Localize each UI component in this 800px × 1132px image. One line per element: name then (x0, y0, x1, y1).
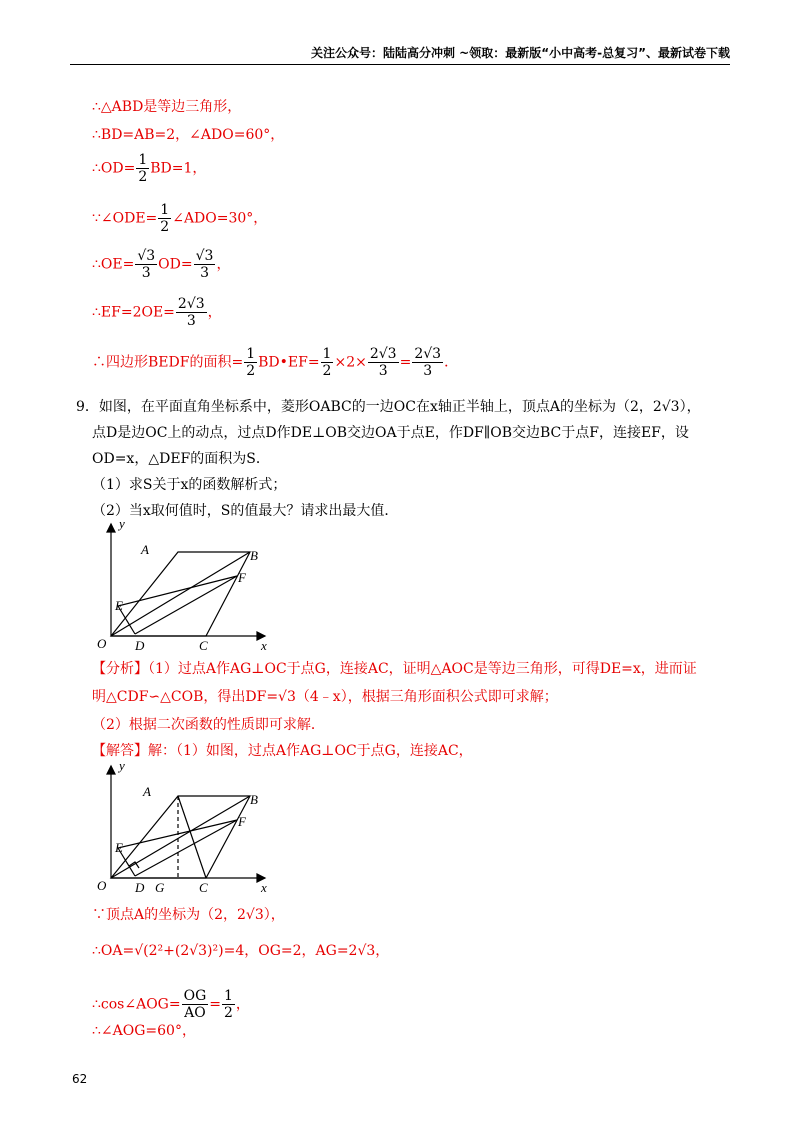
figure-2 (85, 758, 285, 900)
fraction-den: 3 (186, 313, 196, 329)
solution-line-7 (92, 346, 458, 379)
fraction-den: 3 (141, 265, 151, 281)
fraction-half (321, 346, 334, 379)
fraction-half (158, 202, 171, 235)
text-bd-ef: BD•EF= (258, 354, 320, 371)
label-d: D (135, 880, 145, 895)
text-oe-eq: ∴OE= (92, 256, 135, 273)
diagonal-ob (111, 796, 250, 878)
page-number: 62 (72, 1072, 88, 1086)
text-od-eq: ∴OD= (92, 160, 136, 177)
figure-1 (85, 516, 285, 656)
analysis-line-1: 【分析】（1）过点A作AG⊥OC于点G，连接AC，证明△AOC是等边三角形，可得DE=x，进而证 (92, 661, 697, 677)
answer-line-2: ∵顶点A的坐标为（2，2√3）， (92, 907, 285, 923)
fraction-half (136, 152, 149, 185)
fraction-num: 2√3 (369, 346, 397, 362)
label-e: E (115, 598, 123, 613)
question-2: （2）当x取何值时，S的值最大？请求出最大值． (92, 503, 399, 519)
text-ado-eq: ∠ADO=30°， (172, 210, 268, 227)
fraction-num: √3 (137, 248, 156, 264)
fraction-den: 2 (224, 1005, 233, 1021)
label-y: y (119, 758, 125, 773)
segment-ac (178, 796, 206, 878)
label-f: F (238, 570, 246, 585)
answer-line-3: ∴OA=√(2²+(2√3)²)=4，OG=2，AG=2√3， (92, 943, 390, 959)
label-c: C (199, 880, 208, 895)
text-comma: ， (216, 256, 231, 273)
problem-line-2: 点D是边OC上的动点，过点D作DE⊥OB交边OA于点E，作DF∥OB交边BC于点F，连接EF，设 (92, 425, 689, 441)
problem-line-3: OD=x，△DEF的面积为S． (92, 451, 270, 467)
diagonal-ob (111, 552, 250, 636)
y-axis-arrow (107, 766, 115, 774)
label-f: F (238, 814, 246, 829)
fraction-sqrt3-3 (194, 248, 216, 281)
fraction-num: √3 (195, 248, 214, 264)
label-o: O (97, 878, 107, 893)
fraction-num: 1 (160, 202, 170, 218)
fraction-num: OG (183, 988, 207, 1004)
text-equals: = (209, 996, 221, 1013)
fraction-den: 2 (246, 363, 256, 379)
label-e: E (115, 840, 123, 855)
page-header: 关注公众号：陆陆高分冲刺 ~领取：最新版“小中高考-总复习”、最新试卷下载 (311, 46, 730, 60)
solution-line-6 (92, 296, 222, 329)
label-c: C (199, 638, 208, 653)
solution-line-4 (92, 202, 267, 235)
text-equals: = (399, 354, 412, 371)
fraction-num: 2√3 (177, 296, 205, 312)
label-o: O (97, 636, 107, 651)
label-y: y (119, 516, 125, 531)
text-ode-eq: ∵∠ODE= (92, 210, 158, 227)
label-b: B (250, 548, 258, 563)
label-x: x (261, 638, 267, 653)
fraction-og-ao (182, 988, 209, 1021)
text-area-eq: ∴四边形BEDF的面积= (92, 354, 244, 371)
text-od: OD= (158, 256, 193, 273)
fraction-sqrt3-3 (135, 248, 157, 281)
solution-line-2: ∴BD=AB=2，∠ADO=60°， (92, 127, 285, 143)
label-g: G (155, 880, 165, 895)
fraction-den: 2 (160, 219, 170, 235)
solution-line-1: ∴△ABD是等边三角形， (92, 99, 242, 115)
fraction-den: 3 (423, 363, 433, 379)
text-bd-eq: BD=1， (150, 160, 207, 177)
label-x: x (261, 880, 267, 895)
fraction-num: 1 (138, 152, 148, 168)
text-cos-aog: ∴cos∠AOG= (92, 996, 181, 1013)
text-comma: ， (207, 304, 222, 321)
text-period: ． (444, 354, 459, 371)
answer-line-1: 【解答】解：（1）如图，过点A作AG⊥OC于点G，连接AC， (92, 743, 473, 759)
analysis-line-3: （2）根据二次函数的性质即可求解． (92, 717, 325, 733)
fraction-num: 1 (246, 346, 256, 362)
question-1: （1）求S关于x的函数解析式； (92, 477, 287, 493)
fraction-num: 1 (322, 346, 332, 362)
text-comma: ， (235, 996, 250, 1013)
text-ef-eq: ∴EF=2OE= (92, 304, 175, 321)
label-b: B (250, 792, 258, 807)
header-divider (70, 64, 730, 65)
analysis-line-2: 明△CDF∽△COB，得出DF=√3（4﹣x），根据三角形面积公式即可求解； (92, 689, 558, 705)
fraction-half (244, 346, 257, 379)
fraction-2sqrt3-3 (176, 296, 207, 329)
answer-line-4 (92, 988, 250, 1021)
solution-line-5 (92, 248, 230, 281)
answer-line-5: ∴∠AOG=60°， (92, 1023, 196, 1039)
fraction-num: 2√3 (414, 346, 442, 362)
fraction-2sqrt3-3 (412, 346, 443, 379)
segment-ef (118, 576, 237, 606)
label-a: A (143, 784, 151, 799)
solution-line-3 (92, 152, 206, 185)
problem-line-1: 9．如图，在平面直角坐标系中，菱形OABC的一边OC在x轴正半轴上，顶点A的坐标为（2，2√3）， (76, 399, 701, 415)
fraction-num: 1 (224, 988, 233, 1004)
text-times-2: ×2× (334, 354, 367, 371)
label-a: A (141, 542, 149, 557)
label-d: D (135, 638, 145, 653)
fraction-den: 2 (322, 363, 332, 379)
fraction-den: 3 (378, 363, 388, 379)
y-axis-arrow (107, 524, 115, 532)
fraction-den: 3 (200, 265, 209, 281)
fraction-den: AO (184, 1005, 206, 1021)
fraction-den: 2 (138, 169, 148, 185)
fraction-half (222, 988, 235, 1021)
fraction-2sqrt3-3 (368, 346, 399, 379)
